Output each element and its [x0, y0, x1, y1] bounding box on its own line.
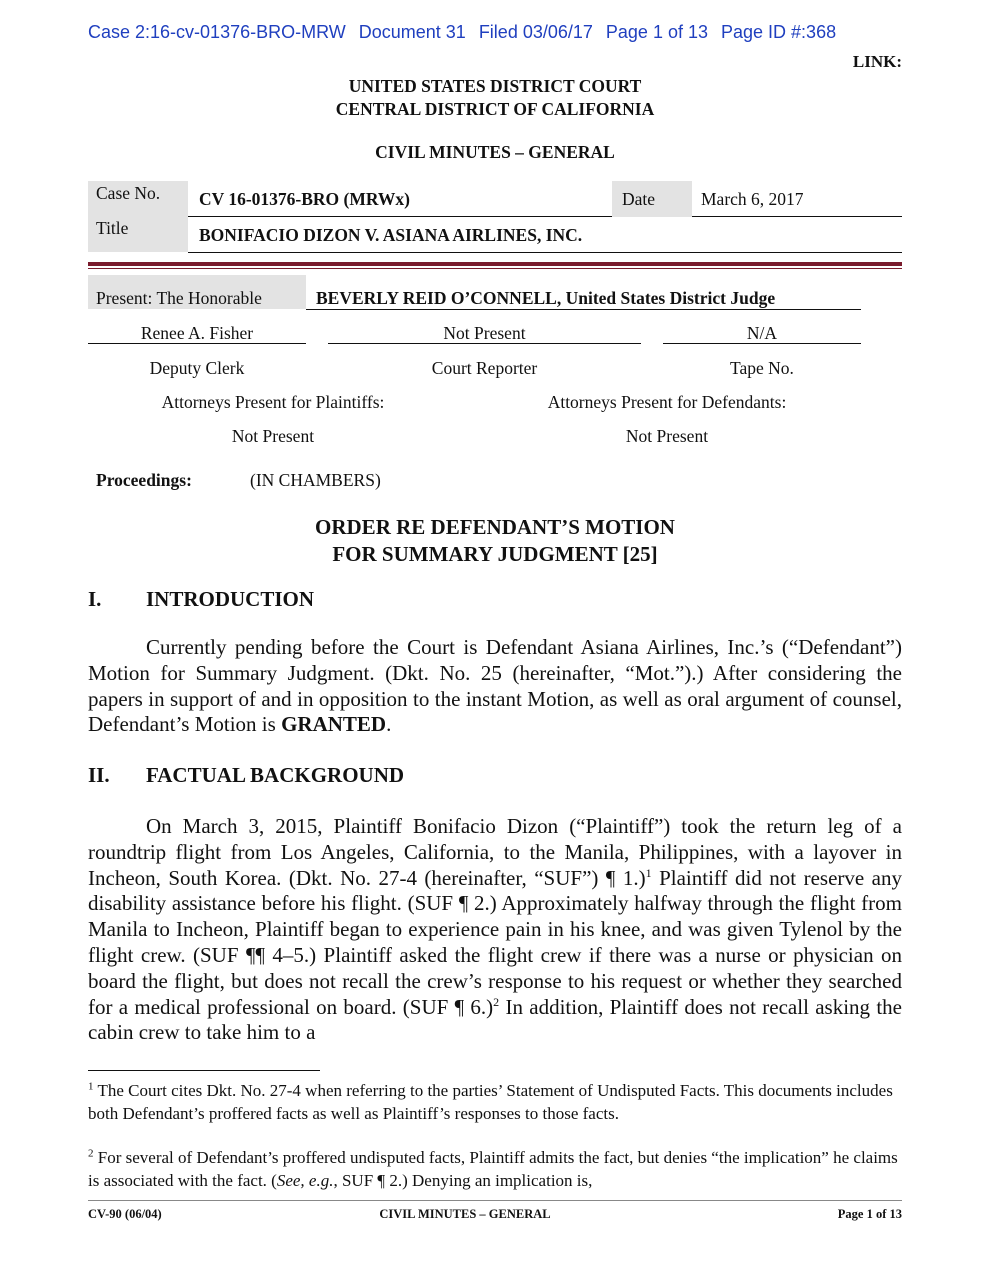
footnote-2 [88, 1147, 902, 1192]
footnote-1 [88, 1080, 902, 1125]
case-date: March 6, 2017 [701, 189, 804, 209]
tape-no-rule [663, 343, 861, 344]
court-reporter-name: Not Present [443, 323, 526, 343]
plaintiffs-attorneys: Not Present [231, 426, 315, 446]
footnote-2-mark: 2 [88, 1147, 94, 1160]
deputy-clerk-name: Renee A. Fisher [140, 323, 254, 343]
intro-text: Currently pending before the Court is Defendant Asiana Airlines, Inc.’s (“Defendant”) Motion for Summary Judgment. (Dkt. No. 25 (hereinafter, “Mot.”).) After considering the papers in support of and in opposition to the instant Motion, as well as oral argument of counsel, Defendant’s Motion is [88, 635, 902, 737]
ecf-case-number: Case 2:16-cv-01376-BRO-MRW [88, 22, 346, 42]
plaintiffs-attorneys-label: Attorneys Present for Plaintiffs: [161, 392, 385, 412]
proceedings-value: (IN CHAMBERS) [250, 470, 381, 490]
order-title-line1: ORDER RE DEFENDANT’S MOTION [315, 515, 675, 539]
ecf-document-number: Document 31 [358, 22, 466, 42]
date-rule [692, 216, 902, 217]
ecf-page-count: Page 1 of 13 [605, 22, 708, 42]
facts-text-part1: On March 3, 2015, Plaintiff Bonifacio Dizon (“Plaintiff”) took the return leg of a roundtrip flight from Los Angeles, California, to the Manila, Philippines, with a layover in Incheon, South Korea. (Dkt. No. 27-4 (hereinafter, “SUF”) ¶ 1.) [88, 814, 902, 890]
footnote-ref-2: 2 [493, 994, 500, 1009]
proceedings-label: Proceedings: [96, 470, 192, 490]
facts-paragraph [88, 814, 902, 1046]
case-title-rule [188, 252, 902, 253]
section-number-intro: I. [88, 587, 102, 611]
footer-title: CIVIL MINUTES – GENERAL [379, 1207, 551, 1221]
link-label: LINK: [852, 52, 902, 71]
divider-thin [88, 268, 902, 269]
footer-page-number: Page 1 of 13 [837, 1207, 902, 1221]
footer-rule [88, 1200, 902, 1201]
facts-text-part3: In addition, Plaintiff does not recall asking the cabin crew to take him to a [88, 994, 902, 1045]
footnote-2-italic: See, e.g. [276, 1170, 334, 1190]
order-title-line2: FOR SUMMARY JUDGMENT [25] [332, 542, 658, 566]
case-title: BONIFACIO DIZON V. ASIANA AIRLINES, INC. [199, 225, 583, 245]
defendants-attorneys: Not Present [625, 426, 709, 446]
tape-no-label: Tape No. [730, 358, 794, 378]
intro-text-granted: GRANTED [281, 712, 387, 737]
footnote-1-mark: 1 [88, 1080, 94, 1093]
footnote-separator [88, 1070, 320, 1071]
footnote-1-text: The Court cites Dkt. No. 27-4 when referring to the parties’ Statement of Undisputed Facts. This documents includes both Defendant’s proffered facts as well as Plaintiff’s responses to those facts. [88, 1081, 893, 1123]
footnote-ref-1: 1 [645, 865, 652, 880]
defendants-attorneys-label: Attorneys Present for Defendants: [547, 392, 787, 412]
judge-rule [306, 309, 861, 310]
present-label: Present: The Honorable [96, 288, 262, 308]
order-title [0, 514, 990, 568]
intro-paragraph [88, 635, 902, 738]
court-reporter-rule [328, 343, 641, 344]
court-name: UNITED STATES DISTRICT COURT [348, 76, 642, 96]
minutes-type: CIVIL MINUTES – GENERAL [375, 142, 615, 162]
section-title-intro: INTRODUCTION [146, 587, 315, 611]
court-district: CENTRAL DISTRICT OF CALIFORNIA [335, 99, 655, 119]
case-number: CV 16-01376-BRO (MRWx) [199, 189, 410, 209]
divider-bar [88, 262, 902, 266]
court-heading [0, 75, 990, 121]
footer-form-number: CV-90 (06/04) [88, 1207, 162, 1221]
case-no-label: Case No. [96, 183, 161, 203]
judge-name: BEVERLY REID O’CONNELL, United States District Judge [316, 288, 776, 308]
intro-text-end: . [386, 712, 392, 737]
section-title-facts: FACTUAL BACKGROUND [146, 763, 405, 787]
case-number-rule [188, 216, 612, 217]
court-reporter-label: Court Reporter [431, 358, 538, 378]
deputy-clerk-label: Deputy Clerk [149, 358, 245, 378]
tape-no-value: N/A [746, 323, 778, 343]
deputy-clerk-rule [88, 343, 306, 344]
section-number-facts: II. [88, 763, 110, 787]
title-label: Title [96, 218, 129, 238]
footnote-2-text: For several of Defendant’s proffered undisputed facts, Plaintiff admits the fact, but denies “the implication” he claims is associated with the fact. ( [88, 1148, 898, 1190]
date-label: Date [622, 189, 656, 209]
footnote-2-text-end: , SUF ¶ 2.) Denying an implication is, [333, 1170, 593, 1190]
ecf-page-id: Page ID #:368 [721, 22, 837, 42]
ecf-header [88, 22, 902, 43]
facts-text-part2: Plaintiff did not reserve any disability assistance before his flight. (SUF ¶ 2.) Approximately halfway through the flight from Manila to Incheon, Plaintiff began to experience pain in his knee, and was given Tylenol by the flight crew. (SUF ¶¶ 4–5.) Plaintiff asked the flight crew if there was a nurse or physician on board the flight, but does not recall the crew’s response to his request or whether they searched for a medical professional on board. (SUF ¶ 6.) [88, 865, 902, 1019]
ecf-filed-date: Filed 03/06/17 [478, 22, 593, 42]
